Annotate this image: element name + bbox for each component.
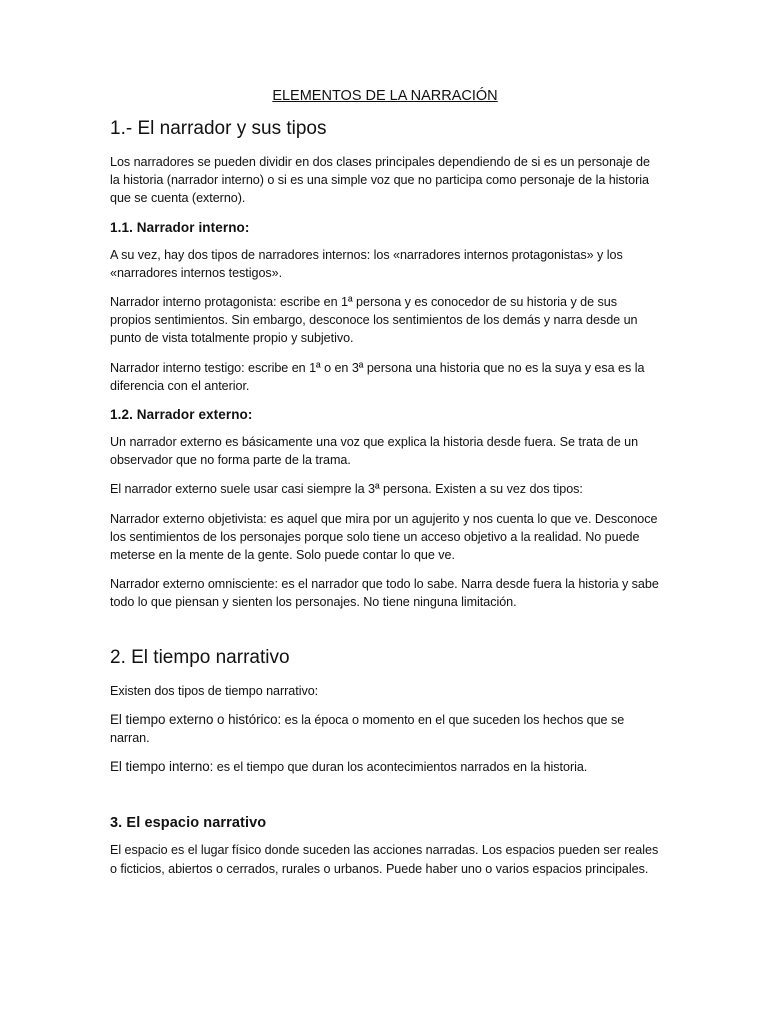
- paragraph-narrador-intro: Los narradores se pueden dividir en dos clases principales dependiendo de si es un personaje de la historia (narrador interno) o si es una simple voz que no participa como personaje de la historia que se cuenta (externo).: [110, 155, 650, 206]
- term-tiempo-interno: El tiempo interno:: [110, 759, 214, 775]
- document-page: [110, 86, 660, 889]
- term-tiempo-externo: El tiempo externo o histórico:: [110, 711, 282, 727]
- subheading-narrador-interno: 1.1. Narrador interno:: [110, 219, 250, 235]
- paragraph-tiempo-intro: Existen dos tipos de tiempo narrativo:: [110, 683, 319, 698]
- section-heading-tiempo: 2. El tiempo narrativo: [110, 646, 290, 668]
- term-narrador-protagonista: Narrador interno protagonista:: [110, 295, 277, 310]
- term-narrador-testigo: Narrador interno testigo:: [110, 360, 245, 375]
- paragraph-narrador-externo-intro2: El narrador externo suele usar casi siempre la 3ª persona. Existen a su vez dos tipos:: [110, 482, 583, 497]
- section-heading-narrador: 1.- El narrador y sus tipos: [110, 118, 327, 139]
- paragraph-narrador-testigo: [110, 359, 660, 395]
- text-narrador-omnisciente: es el narrador que todo lo sabe. Narra desde fuera la historia y sabe todo lo que piensan y sienten los personajes. No tiene ninguna limitación.: [110, 577, 659, 610]
- paragraph-narrador-objetivista: [110, 510, 660, 565]
- subheading-narrador-externo: 1.2. Narrador externo:: [110, 407, 253, 423]
- paragraph-narrador-externo-intro: Un narrador externo es básicamente una voz que explica la historia desde fuera. Se trata de un observador que no forma parte de la trama.: [110, 435, 639, 468]
- text-tiempo-externo: es la época o momento en el que suceden los hechos que se narran.: [110, 712, 625, 746]
- term-narrador-objetivista: Narrador externo objetivista:: [110, 511, 267, 526]
- text-narrador-objetivista: es aquel que mira por un agujerito y nos cuenta lo que ve. Desconoce los sentimientos de los personajes porque solo tiene un acceso objetivo a la realidad. No puede meterse en la mente de la gente. Solo puede contar lo que ve.: [110, 511, 658, 563]
- text-narrador-protagonista: escribe en 1ª persona y es conocedor de su historia y de sus propios sentimientos. Sin embargo, desconoce los sentimientos de los demás y narra desde un punto de vista totalmente propio y subjetivo.: [110, 295, 638, 346]
- section-heading-espacio: 3. El espacio narrativo: [110, 815, 267, 832]
- text-tiempo-interno: es el tiempo que duran los acontecimientos narrados en la historia.: [213, 760, 588, 775]
- paragraph-narrador-interno-intro: A su vez, hay dos tipos de narradores internos: los «narradores internos protagonistas» y los «narradores internos testigos».: [110, 247, 623, 280]
- paragraph-narrador-protagonista: [110, 293, 660, 348]
- document-title: ELEMENTOS DE LA NARRACIÓN: [272, 88, 498, 104]
- term-narrador-omnisciente: Narrador externo omnisciente:: [110, 577, 278, 592]
- paragraph-tiempo-interno: [110, 758, 660, 776]
- paragraph-tiempo-externo: [110, 711, 660, 747]
- paragraph-narrador-omnisciente: [110, 575, 660, 611]
- text-narrador-testigo: escribe en 1ª o en 3ª persona una historia que no es la suya y esa es la diferencia con el anterior.: [110, 360, 645, 393]
- paragraph-espacio: El espacio es el lugar físico donde suceden las acciones narradas. Los espacios pueden ser reales o ficticios, abiertos o cerrados, rurales o urbanos. Puede haber uno o varios espacios principales.: [110, 843, 659, 876]
